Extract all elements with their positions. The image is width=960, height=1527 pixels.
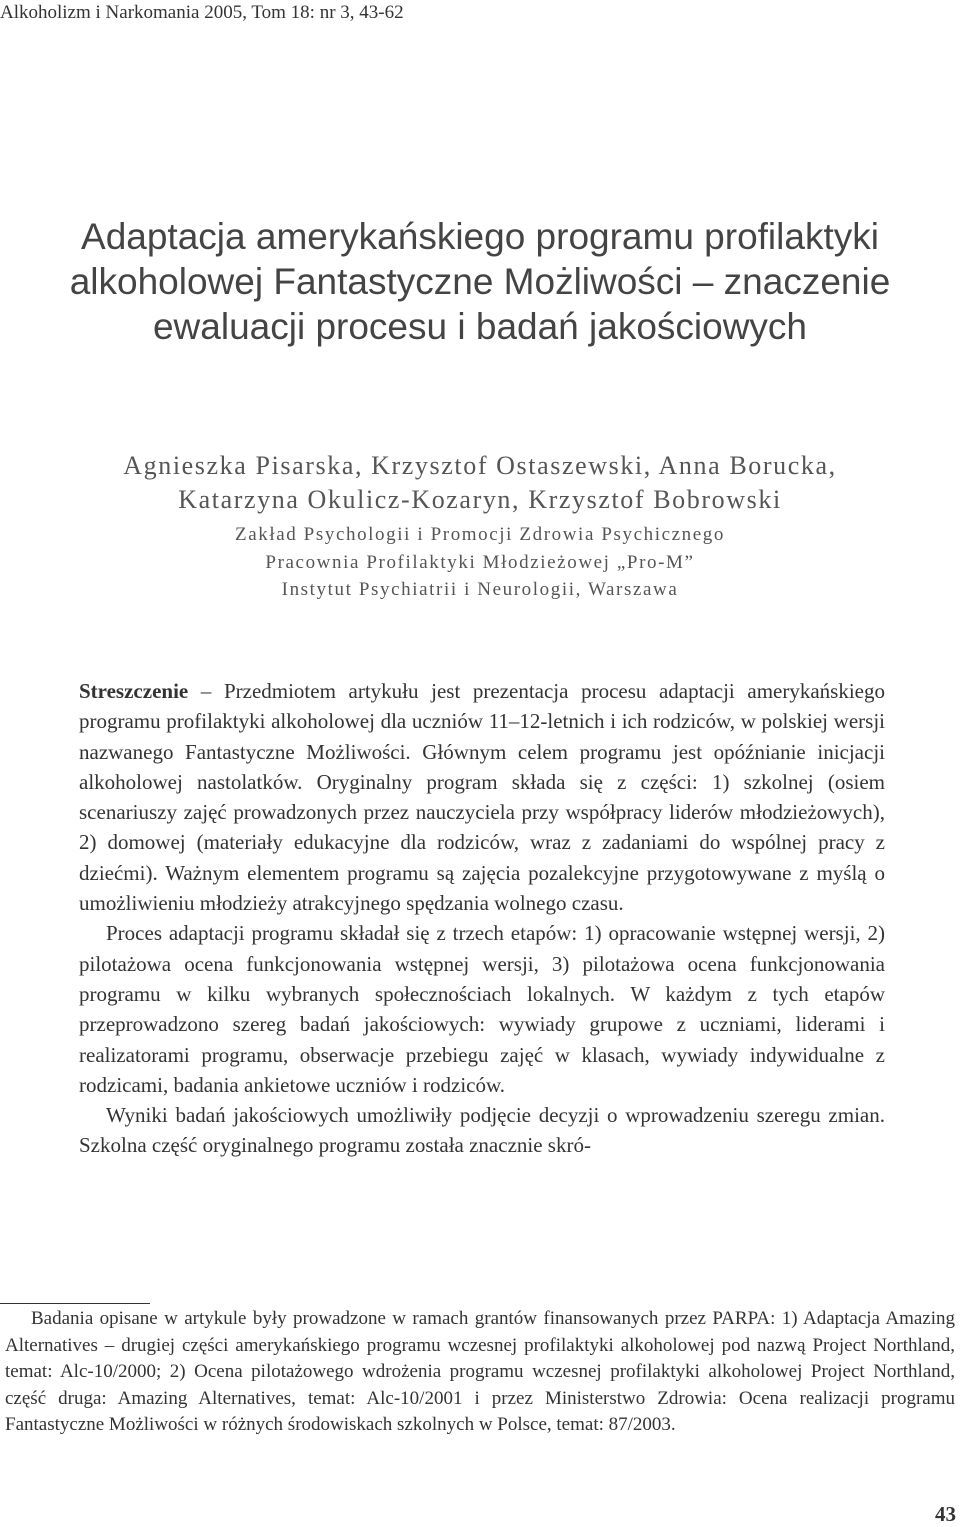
abstract-text: – Przedmiotem artykułu jest prezentacja procesu adaptacji amerykańskiego programu profilaktyki alkoholowej dla uczniów 11–12-letnich i ich rodziców, w polskiej wersji nazwanego Fantastyczne Możliwości. Głównym celem programu jest opóźnianie inicjacji alkoholowej nastolatków. Oryginalny program składa się z części: 1) szkolnej (osiem scenariuszy zajęć prowadzonych przez nauczyciela przy współpracy liderów młodzieżowych), 2) domowej (materiały edukacyjne dla rodziców, wraz z zadaniami do wspólnej pracy z dziećmi). Ważnym elementem programu są zajęcia pozalekcyjne przygotowywane z myślą o umożliwieniu młodzieży atrakcyjnego spędzania wolnego czasu. [79, 679, 885, 916]
author-line: Agnieszka Pisarska, Krzysztof Ostaszewski, Anna Borucka, [123, 451, 837, 480]
title-line: ewaluacji procesu i badań jakościowych [152, 306, 808, 347]
affiliation [0, 521, 960, 604]
journal-header: Alkoholizm i Narkomania 2005, Tom 18: nr 3, 43-62 [0, 2, 404, 23]
article-title [0, 214, 960, 349]
title-line: Adaptacja amerykańskiego programu profilaktyki [81, 216, 879, 257]
abstract [79, 676, 885, 1161]
affiliation-line: Pracownia Profilaktyki Młodzieżowej „Pro-M” [265, 551, 695, 573]
footnote-text: Badania opisane w artykule były prowadzone w ramach grantów finansowanych przez PARPA: 1) Adaptacja Amazing Alternatives – drugiej części amerykańskiego programu wczesnej profilaktyki alkoholowej pod nazwą Project Northland, temat: Alc-10/2000; 2) Ocena pilotażowego wdrożenia programu wczesnej profilaktyki alkoholowej Project Northland, część druga: Amazing Alternatives, temat: Alc-10/2001 i przez Ministerstwo Zdrowia: Ocena realizacji programu Fantastyczne Możliwości w różnych środowiskach szkolnych w Polsce, temat: 87/2003. [5, 1308, 955, 1436]
abstract-paragraph: Proces adaptacji programu składał się z trzech etapów: 1) opracowanie wstępnej wersji, 2) pilotażowa ocena funkcjonowania wstępnej wersji, 3) pilotażowa ocena funkcjonowania programu w kilku wybranych społecznościach lokalnych. W każdym z tych etapów przeprowadzono szereg badań jakościowych: wywiady grupowe z uczniami, liderami i realizatorami programu, obserwacje przebiegu zajęć w klasach, wywiady indywidualne z rodzicami, badania ankietowe uczniów i rodziców. [79, 921, 885, 1097]
abstract-label: Streszczenie [79, 679, 189, 703]
footnote-divider [0, 1303, 150, 1304]
author-line: Katarzyna Okulicz-Kozaryn, Krzysztof Bobrowski [178, 485, 782, 514]
affiliation-line: Instytut Psychiatrii i Neurologii, Warszawa [281, 579, 679, 600]
affiliation-line: Zakład Psychologii i Promocji Zdrowia Psychicznego [234, 524, 725, 545]
abstract-paragraph [79, 676, 885, 918]
page-number: 43 [935, 1502, 956, 1526]
title-line: alkoholowej Fantastyczne Możliwości – znaczenie [69, 261, 891, 302]
abstract-paragraph: Wyniki badań jakościowych umożliwiły podjęcie decyzji o wprowadzeniu szeregu zmian. Szkolna część oryginalnego programu została znacznie skró- [79, 1103, 885, 1158]
author-list [0, 449, 960, 517]
footnote [5, 1306, 955, 1439]
